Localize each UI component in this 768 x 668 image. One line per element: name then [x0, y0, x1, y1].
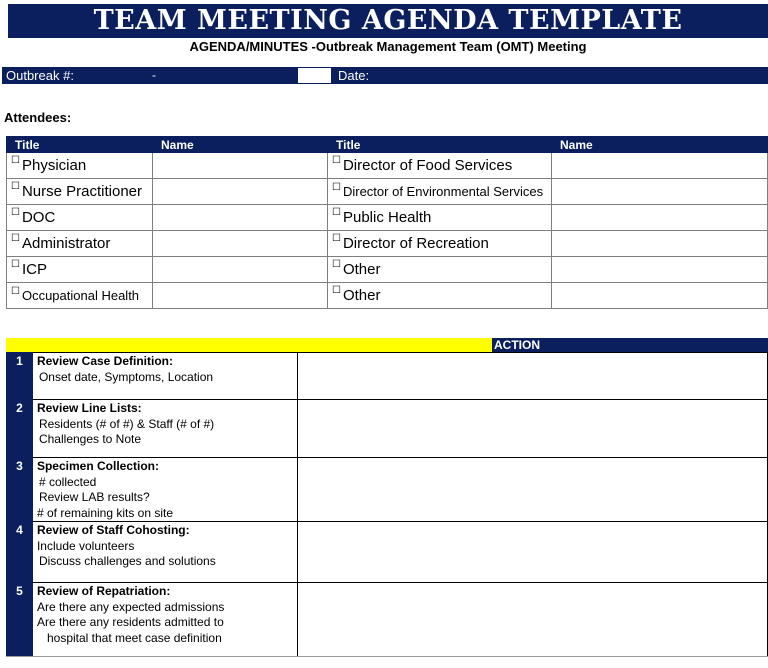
agenda-item	[32, 400, 297, 458]
agenda-item-number: 3	[7, 458, 33, 522]
checkbox-icon[interactable]: ☐	[11, 155, 20, 166]
attendee-name-field[interactable]	[552, 283, 768, 309]
agenda-item-line: hospital that meet case definition	[46, 630, 222, 645]
document-title: TEAM MEETING AGENDA TEMPLATE	[8, 4, 768, 38]
agenda-item	[32, 583, 297, 657]
attendee-title-cell[interactable]	[328, 283, 552, 309]
attendee-name-field[interactable]	[153, 179, 328, 205]
attendee-name-field[interactable]	[153, 153, 328, 179]
checkbox-icon[interactable]: ☐	[11, 286, 20, 297]
divider	[6, 656, 768, 657]
attendee-row	[7, 283, 768, 309]
attendee-title-cell[interactable]	[328, 231, 552, 257]
outbreak-date-bar	[2, 67, 768, 84]
agenda-item-title: Review Case Definition:	[36, 354, 173, 368]
agenda-item-line: Onset date, Symptoms, Location	[38, 369, 214, 384]
attendee-title: ICP	[21, 261, 47, 278]
agenda-item-line: Are there any expected admissions	[36, 599, 225, 614]
attendee-title: Physician	[21, 157, 87, 174]
attendee-title: DOC	[21, 209, 56, 226]
agenda-item-line: Discuss challenges and solutions	[38, 554, 216, 568]
attendee-name-field[interactable]	[552, 153, 768, 179]
attendee-title: Occupational Health	[21, 288, 140, 303]
attendee-name-field[interactable]	[552, 257, 768, 283]
action-field[interactable]	[297, 583, 767, 657]
agenda-item-title: Review Line Lists:	[36, 401, 142, 415]
date-label: Date:	[338, 68, 370, 83]
document-subtitle: AGENDA/MINUTES -Outbreak Management Team (OMT) Meeting	[189, 39, 587, 54]
attendee-title-cell[interactable]	[7, 231, 153, 257]
agenda-row	[7, 522, 768, 583]
header-title-right: Title	[328, 137, 552, 153]
action-field[interactable]	[297, 522, 767, 583]
attendee-title-cell[interactable]	[7, 153, 153, 179]
attendee-name-field[interactable]	[153, 283, 328, 309]
header-name-left: Name	[153, 137, 328, 153]
attendee-title-cell[interactable]	[7, 257, 153, 283]
attendee-row	[7, 153, 768, 179]
agenda-item-line: Include volunteers	[36, 538, 135, 553]
header-title-left: Title	[7, 137, 153, 153]
attendee-row	[7, 179, 768, 205]
agenda-item-number: 5	[7, 583, 33, 657]
agenda-item-line: Challenges to Note	[38, 432, 142, 446]
agenda-item-line: Are there any residents admitted to	[36, 615, 224, 629]
attendee-title: Nurse Practitioner	[21, 183, 143, 200]
agenda-item	[32, 522, 297, 583]
checkbox-icon[interactable]: ☐	[11, 233, 20, 244]
attendee-name-field[interactable]	[552, 179, 768, 205]
attendee-title-cell[interactable]	[328, 179, 552, 205]
attendee-name-field[interactable]	[153, 205, 328, 231]
attendee-title-cell[interactable]	[7, 179, 153, 205]
agenda-item	[32, 353, 297, 400]
attendee-name-field[interactable]	[153, 231, 328, 257]
agenda-row	[7, 458, 768, 522]
outbreak-number-field[interactable]	[298, 68, 331, 83]
attendee-title: Administrator	[21, 235, 111, 252]
attendee-title-cell[interactable]	[328, 257, 552, 283]
agenda-item-number: 2	[7, 400, 33, 458]
agenda-row	[7, 583, 768, 657]
checkbox-icon[interactable]: ☐	[332, 207, 341, 218]
agenda-row	[7, 400, 768, 458]
agenda-item-line: # collected	[38, 474, 97, 489]
checkbox-icon[interactable]: ☐	[332, 233, 341, 244]
agenda-item-number: 1	[7, 353, 33, 400]
checkbox-icon[interactable]: ☐	[11, 207, 20, 218]
header-name-right: Name	[552, 137, 768, 153]
action-field[interactable]	[297, 353, 767, 400]
attendee-title-cell[interactable]	[7, 283, 153, 309]
agenda-item-title: Review of Staff Cohosting:	[36, 523, 190, 537]
attendee-name-field[interactable]	[552, 205, 768, 231]
checkbox-icon[interactable]: ☐	[332, 182, 341, 193]
attendee-name-field[interactable]	[153, 257, 328, 283]
action-header	[492, 338, 768, 352]
agenda-table	[6, 352, 768, 657]
agenda-item-line: # of remaining kits on site	[36, 505, 174, 520]
agenda-row	[7, 353, 768, 400]
attendee-row	[7, 257, 768, 283]
checkbox-icon[interactable]: ☐	[11, 181, 20, 192]
outbreak-value: -	[152, 68, 156, 82]
attendee-title: Other	[342, 287, 381, 304]
action-field[interactable]	[297, 400, 767, 458]
outbreak-label: Outbreak #:	[6, 68, 74, 83]
attendee-title: Director of Food Services	[342, 157, 513, 174]
attendee-row	[7, 231, 768, 257]
attendees-table	[6, 136, 768, 309]
attendee-title: Director of Recreation	[342, 235, 489, 252]
attendee-title: Other	[342, 261, 381, 278]
agenda-item	[32, 458, 297, 522]
agenda-item-title: Review of Repatriation:	[36, 584, 171, 598]
agenda-item-number: 4	[7, 522, 33, 583]
attendee-row	[7, 205, 768, 231]
attendees-label: Attendees:	[4, 110, 72, 125]
agenda-item-line: Residents (# of #) & Staff (# of #)	[38, 416, 215, 431]
attendee-title-cell[interactable]	[328, 205, 552, 231]
agenda-highlight-bar	[6, 338, 492, 352]
attendee-title: Public Health	[342, 209, 432, 226]
attendee-name-field[interactable]	[552, 231, 768, 257]
checkbox-icon[interactable]: ☐	[11, 259, 20, 270]
action-header-label: ACTION	[494, 338, 540, 352]
attendee-title-cell[interactable]	[328, 153, 552, 179]
attendee-title: Director of Environmental Services	[342, 184, 544, 199]
action-field[interactable]	[297, 458, 767, 522]
agenda-item-line: Review LAB results?	[38, 490, 150, 504]
checkbox-icon[interactable]: ☐	[332, 285, 341, 296]
checkbox-icon[interactable]: ☐	[332, 155, 341, 166]
checkbox-icon[interactable]: ☐	[332, 259, 341, 270]
attendee-title-cell[interactable]	[7, 205, 153, 231]
agenda-item-title: Specimen Collection:	[36, 459, 159, 473]
